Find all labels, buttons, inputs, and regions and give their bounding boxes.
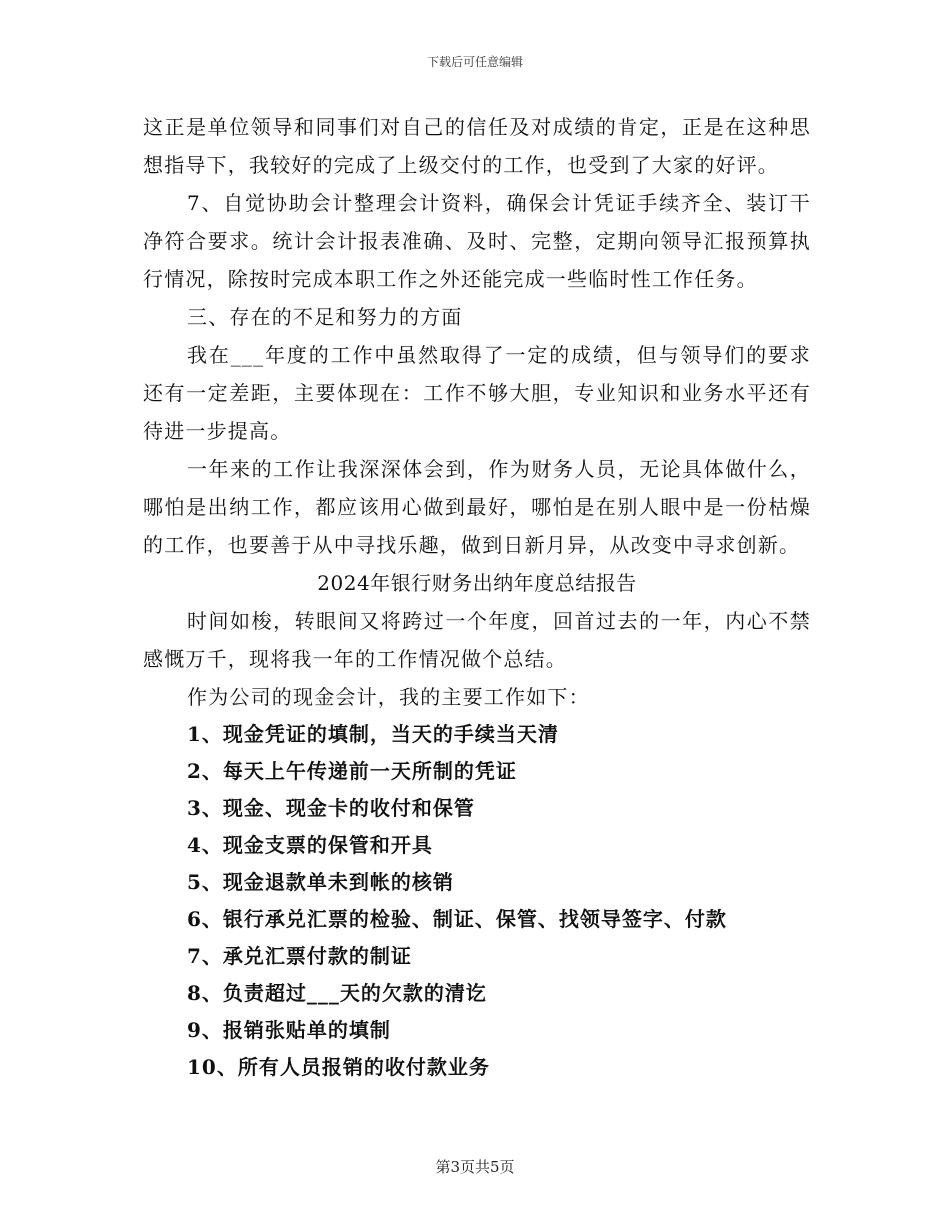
- list-item: 2、每天上午传递前一天所制的凭证: [187, 759, 517, 783]
- page-header: 下载后可任意编辑: [426, 55, 523, 69]
- list-item: 4、现金支票的保管和开具: [187, 833, 433, 857]
- list-item: 5、现金退款单未到帐的核销: [187, 870, 454, 894]
- page-number: 第3页共5页: [435, 1158, 515, 1176]
- report-title: 2024年银行财务出纳年度总结报告: [317, 571, 637, 595]
- list-item: 6、银行承兑汇票的检验、制证、保管、找领导签字、付款: [187, 907, 727, 931]
- paragraph-intro: 时间如梭，转眼间又将跨过一个年度，回首过去的一年，内心不禁感慨万千，现将我一年的工作情况做个总结。: [143, 609, 811, 671]
- list-item: 8、负责超过___天的欠款的清讫: [187, 981, 487, 1005]
- list-item: 9、报销张贴单的填制: [187, 1018, 391, 1042]
- list-item: 10、所有人员报销的收付款业务: [187, 1055, 490, 1079]
- list-item: 7、承兑汇票付款的制证: [187, 944, 412, 968]
- paragraph-continuation: 这正是单位领导和同事们对自己的信任及对成绩的肯定，正是在这种思想指导下，我较好的完成了上级交付的工作，也受到了大家的好评。: [143, 115, 811, 177]
- duties-list: [143, 716, 811, 1086]
- paragraph-reflection: 一年来的工作让我深深体会到，作为财务人员，无论具体做什么，哪怕是出纳工作，都应该用心做到最好，哪怕是在别人眼中是一份枯燥的工作，也要善于从中寻找乐趣，做到日新月异，从改变中寻求创新。: [143, 457, 811, 557]
- paragraph-item-7: 7、自觉协助会计整理会计资料，确保会计凭证手续齐全、装订干净符合要求。统计会计报表准确、及时、完整，定期向领导汇报预算执行情况，除按时完成本职工作之外还能完成一些临时性工作任务。: [143, 191, 811, 291]
- list-item: 3、现金、现金卡的收付和保管: [187, 796, 475, 820]
- paragraph-shortcomings: 我在___年度的工作中虽然取得了一定的成绩，但与领导们的要求还有一定差距，主要体现在：工作不够大胆，专业知识和业务水平还有待进一步提高。: [143, 343, 811, 443]
- document-body: [143, 108, 811, 1086]
- section-heading-shortcomings: 三、存在的不足和努力的方面: [187, 305, 463, 329]
- list-item: 1、现金凭证的填制，当天的手续当天清: [187, 722, 559, 746]
- paragraph-duties-lead: 作为公司的现金会计，我的主要工作如下：: [187, 685, 590, 709]
